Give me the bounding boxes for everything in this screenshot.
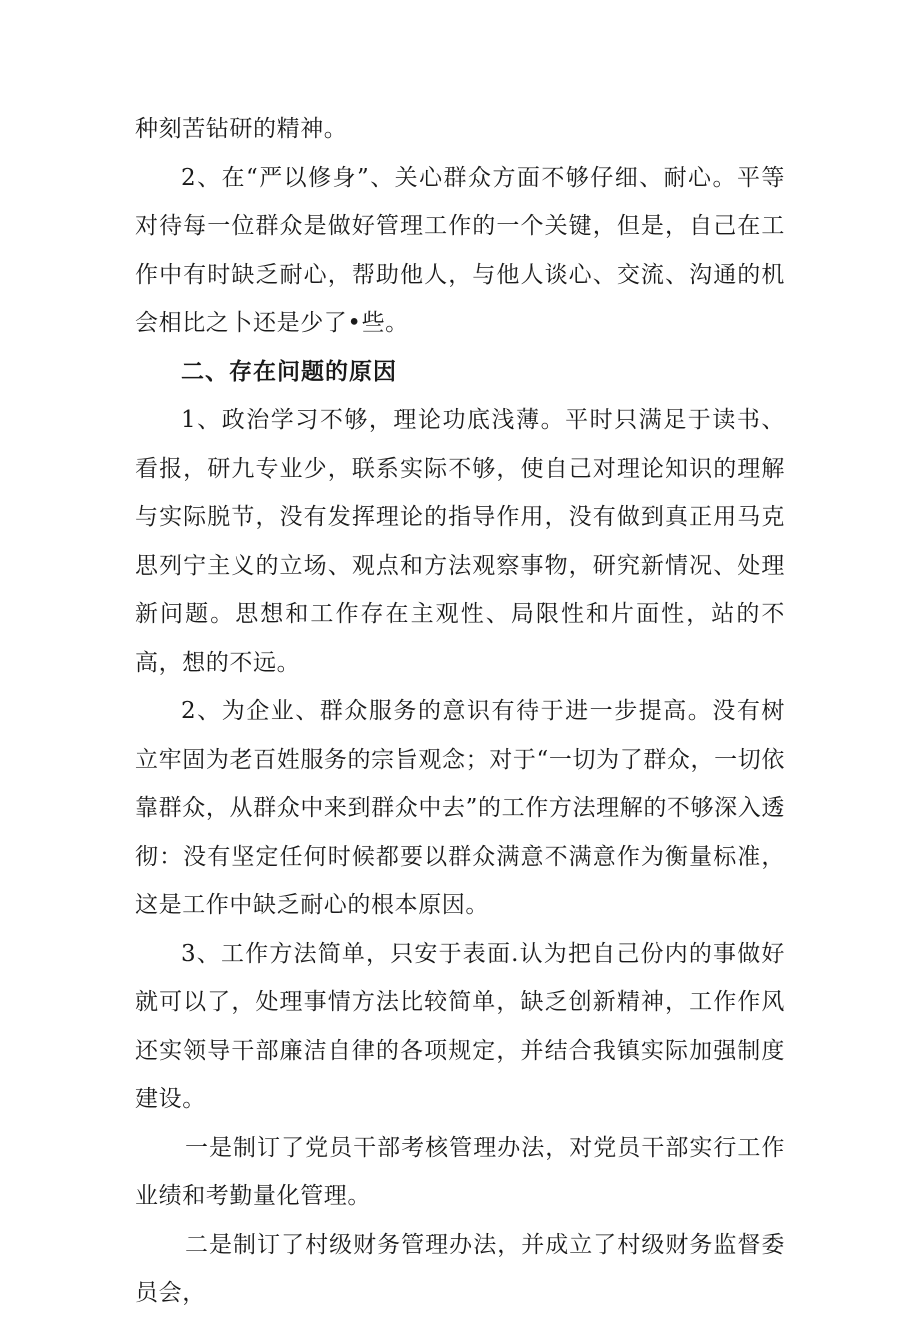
section-heading-causes: 二、存在问题的原因 [181, 357, 397, 385]
paragraph-point-2-self-cultivation: 2、在“严以修身”、关心群众方面不够仔细、耐心。平等对待每一位群众是做好管理工作的一个关键，但是，自己在工作中有时缺乏耐心，帮助他人，与他人谈心、交流、沟通的机会相比之卜还是少了•些。 [135, 164, 785, 336]
paragraph-cause-2-service-awareness: 2、为企业、群众服务的意识有待于进一步提高。没有树立牢固为老百姓服务的宗旨观念；对于“一切为了群众，一切依靠群众，从群众中来到群众中去”的工作方法理解的不够深入透彻：没有坚定任何时候都要以群众满意不满意作为衡量标准，这是工作中缺乏耐心的根本原因。 [135, 698, 785, 918]
paragraph-cause-3-work-methods: 3、工作方法简单，只安于表面.认为把自己份内的事做好就可以了，处理事情方法比较简单，缺乏创新精神，工作作风还实领导干部廉洁自律的各项规定，并结合我镇实际加强制度建设。 [135, 940, 785, 1112]
paragraph-continuation: 种刻苦钻研的精神。 [135, 116, 348, 142]
paragraph-measure-1-cadre-assessment: 一是制订了党员干部考核管理办法，对党员干部实行工作业绩和考勤量化管理。 [135, 1134, 785, 1209]
paragraph-cause-1-political-study: 1、政治学习不够，理论功底浅薄。平时只满足于读书、看报，研九专业少，联系实际不够，使自己对理论知识的理解与实际脱节，没有发挥理论的指导作用，没有做到真正用马克思列宁主义的立场、观点和方法观察事物，研究新情况、处理新问题。思想和工作存在主观性、局限性和片面性，站的不高，想的不远。 [135, 407, 785, 676]
paragraph-measure-2-village-finance: 二是制订了村级财务管理办法，并成立了村级财务监督委员会， [135, 1231, 785, 1306]
document-body [135, 105, 785, 1318]
